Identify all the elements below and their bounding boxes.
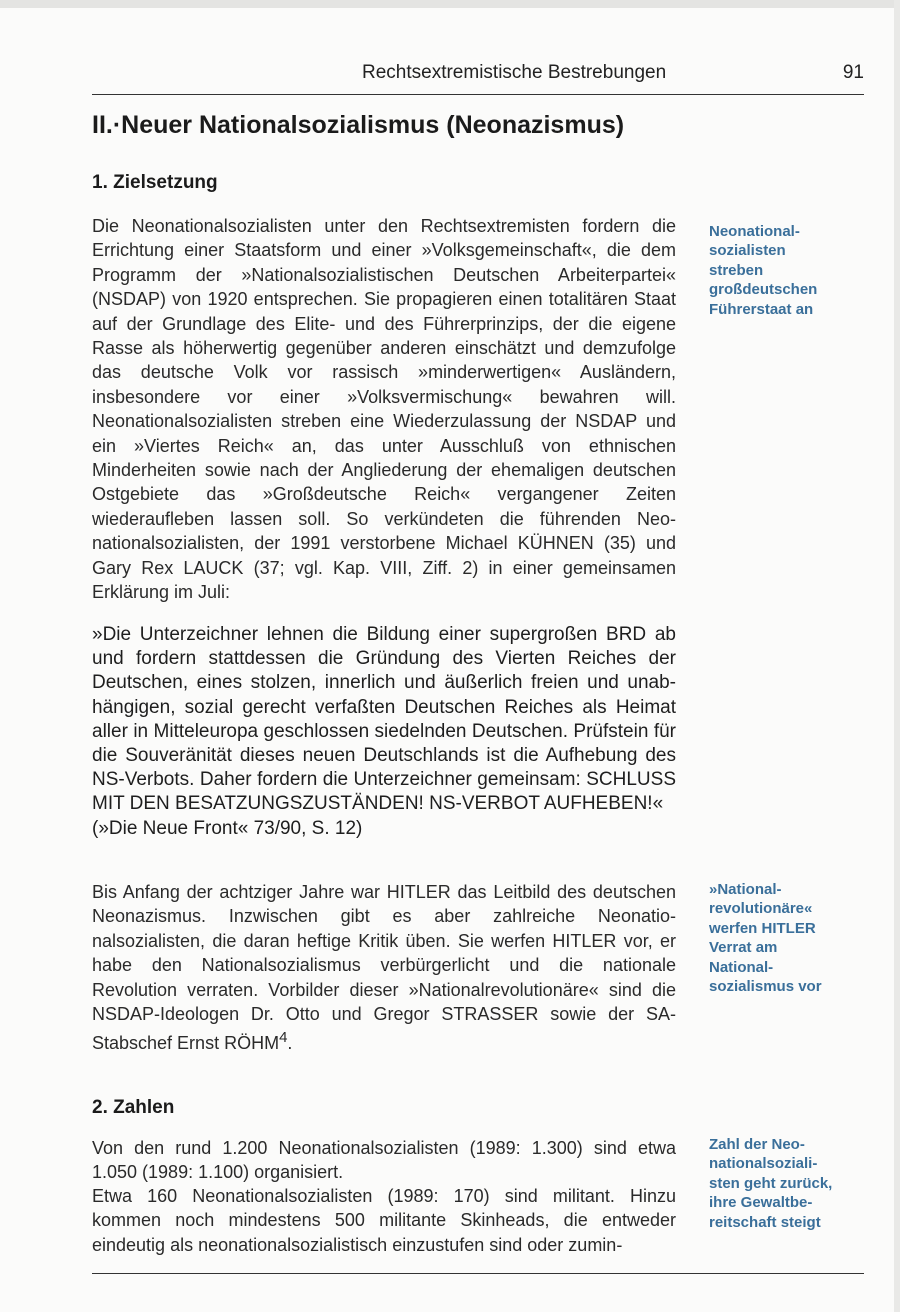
- paragraph-zielsetzung-2-end: .: [287, 1033, 293, 1054]
- section-heading-zielsetzung: 1. Zielsetzung: [92, 172, 218, 193]
- paragraph-zahlen-2: Etwa 160 Neonationalsozialisten (1989: 170) sind militant. Hinzu kommen noch mindestens 500 militante Skinheads, die entweder eindeutig als neonationalsozialistisch einzustufen sind oder zumin-: [92, 1186, 676, 1255]
- margin-note-zahl: Zahl der Neo- nationalsoziali- sten geht zurück, ihre Gewaltbe- reitschaft steigt: [709, 1136, 833, 1231]
- margin-note-nationalrevolutionaere: »National- revolutionäre« werfen HITLER Verrat am National- sozialismus vor: [709, 881, 822, 996]
- paragraph-zielsetzung-2-text: Bis Anfang der achtziger Jahre war HITLER das Leitbild des deutschen Neonazismus. Inzwischen gibt es aber zahlreiche Neonationalsozialisten, die daran heftige Kritik üben. Sie werfen HITLER vor, er habe den Nationalsozialismus verbürgerlicht und die nationale Revolution verraten. Vorbilder dieser »Nationalrevolutionäre« sind die NSDAP-Ideologen Dr. Otto und Gregor STRASSER sowie der SA-Stabschef Ernst RÖHM: [92, 882, 676, 1054]
- scan-edge-right: [894, 0, 900, 1312]
- paragraph-zahlen-1: Von den rund 1.200 Neonationalsozialisten (1989: 1.300) sind etwa 1.050 (1989: 1.100) organisiert.: [92, 1138, 676, 1183]
- paragraph-zielsetzung-1: Die Neonationalsozialisten unter den Rechtsextremisten fordern die Errichtung einer Staatsform und einer »Volksgemeinschaft«, die dem Programm der »Nationalsozialistischen Deutschen Arbeiterpartei« (NSDAP) von 1920 entsprechen. Sie propagieren einen totalitären Staat auf der Grundlage des Elite- und des Führerprinzips, der die eigene Rasse als höherwertig gegenüber anderen einschätzt und demzufolge das deutsche Volk vor rassisch »minderwertigen« Ausländern, insbesondere vor einer »Volksvermischung« bewahren will. Neonationalsozialisten streben eine Wiederzulassung der NSDAP und ein »Viertes Reich« an, das unter Ausschluß von ethnischen Minderheiten sowie nach der Angliederung der ehemaligen deutschen Ostgebiete das »Großdeutsche Reich« vergangener Zeiten wiederaufleben lassen soll. So verkündeten die führenden Neonationalsozialisten, der 1991 verstorbene Michael KÜHNEN (35) und Gary Rex LAUCK (37; vgl. Kap. VIII, Ziff. 2) in einer gemeinsamen Erklärung im Juli:: [92, 216, 676, 603]
- scan-edge-top: [0, 0, 900, 8]
- chapter-title: II.·Neuer Nationalsozialismus (Neonazismus): [92, 111, 625, 139]
- paragraph-zielsetzung-2: [92, 880, 676, 1056]
- section-heading-zahlen: 2. Zahlen: [92, 1097, 175, 1118]
- quotation-text: »Die Unterzeichner lehnen die Bildung einer supergroßen BRD ab und fordern stattdessen die Gründung des Vierten Reiches der Deutschen, eines stolzen, innerlich und äußerlich freien und unabhängigen, sozial gerecht verfaßten Deutschen Reiches als Heimat aller in Mitteleuropa geschlossen siedelnden Deutschen. Prüfstein für die Souveränität dieses neuen Deutschlands ist die Aufhebung des NS-Verbots. Daher fordern die Unterzeichner gemeinsam: SCHLUSS MIT DEN BESATZUNGSZUSTÄNDEN! NS-VERBOT AUFHEBEN!«: [92, 624, 676, 815]
- footer-rule: [92, 1273, 864, 1274]
- footnote-marker: 4: [279, 1029, 288, 1047]
- margin-note-fuehrerstaat: Neonational- sozialisten streben großdeutschen Führerstaat an: [709, 223, 818, 318]
- running-header: [92, 60, 864, 95]
- running-title: Rechtsextremistische Bestrebungen: [362, 62, 667, 83]
- quotation-block: [92, 623, 676, 841]
- quotation-source: (»Die Neue Front« 73/90, S. 12): [92, 817, 363, 839]
- page-number: 91: [842, 62, 864, 83]
